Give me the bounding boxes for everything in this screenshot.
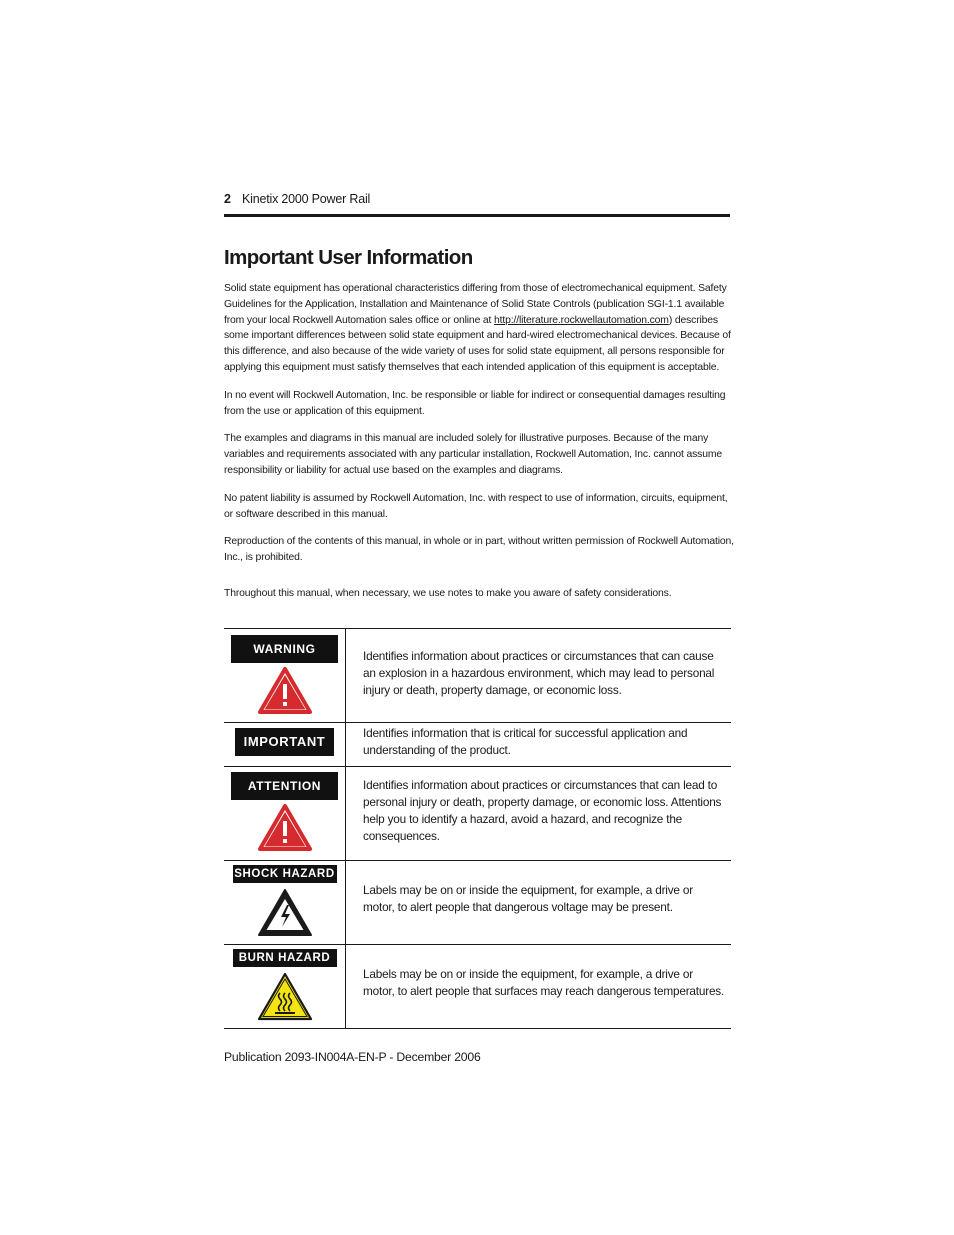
paragraph-patent: No patent liability is assumed by Rockwell Automation, Inc. with respect to use of information, circuits, equipment, or software described in this manual. [224,492,728,520]
paragraph-liability: In no event will Rockwell Automation, Inc. be responsible or liable for indirect or consequential damages resulting from the use or application of this equipment. [224,389,726,417]
page-title: Important User Information [224,246,473,269]
page-number: 2 [224,192,231,206]
hot-surface-icon [256,971,314,1023]
attention-text: Identifies information about practices or circumstances that can lead to personal injury or death, property damage, or economic loss. Attentions help you to identify a hazard, avoid a hazard, and recognize the consequences. [363,778,722,843]
body-text [224,281,734,614]
shock-hazard-text: Labels may be on or inside the equipment, for example, a drive or motor, to alert people that dangerous voltage may be present. [363,883,693,914]
burn-hazard-label: BURN HAZARD [233,949,337,967]
literature-link[interactable]: http://literature.rockwellautomation.com [494,314,669,326]
safety-notes-table [224,628,731,1029]
header-doc-title: Kinetix 2000 Power Rail [242,192,371,206]
important-label: IMPORTANT [235,728,334,756]
paragraph-notes-intro: Throughout this manual, when necessary, we use notes to make you aware of safety considerations. [224,587,672,599]
attention-label: ATTENTION [231,772,338,800]
warning-triangle-icon [257,666,313,716]
burn-hazard-text: Labels may be on or inside the equipment, for example, a drive or motor, to alert people that surfaces may reach dangerous temperatures. [363,967,725,998]
running-header [224,192,370,206]
paragraph-examples: The examples and diagrams in this manual are included solely for illustrative purposes. Because of the many variables and requirements associated with any particular installation, Rockwell Automation, Inc. cannot assume responsibility or liability for actual use based on the examples and diagrams. [224,433,722,476]
note-row-attention [224,767,731,861]
warning-label: WARNING [231,635,338,663]
header-rule [224,214,730,217]
high-voltage-icon [256,887,314,939]
warning-triangle-icon [257,803,313,853]
shock-hazard-label: SHOCK HAZARD [233,865,337,883]
note-row-warning [224,629,731,723]
paragraph-safety-guidelines: Solid state equipment has operational characteristics differing from those of electromechanical equipment. Safety Guidelines for the Application, Installation and Maintenance of Solid State Controls (publication SGI-1.1 available from your local Rockwell Automation sales office or online at http://literature.rockwellautomation.com) describes some important differences between solid state equipment and hard-wired electromechanical devices. Because of this difference, and also because of the wide variety of uses for solid state equipment, all persons responsible for applying this equipment must satisfy themselves that each intended application of this equipment is acceptable. [224,283,731,373]
paragraph-reproduction: Reproduction of the contents of this manual, in whole or in part, without written permission of Rockwell Automation, Inc., is prohibited. [224,536,734,564]
warning-text: Identifies information about practices or circumstances that can cause an explosion in a hazardous environment, which may lead to personal injury or death, property damage, or economic loss. [363,649,715,697]
publication-footer: Publication 2093-IN004A-EN-P - December 2006 [224,1050,481,1064]
note-row-shock-hazard [224,861,731,945]
note-row-important [224,723,731,767]
important-text: Identifies information that is critical for successful application and understanding of the product. [363,726,688,757]
note-row-burn-hazard [224,945,731,1029]
